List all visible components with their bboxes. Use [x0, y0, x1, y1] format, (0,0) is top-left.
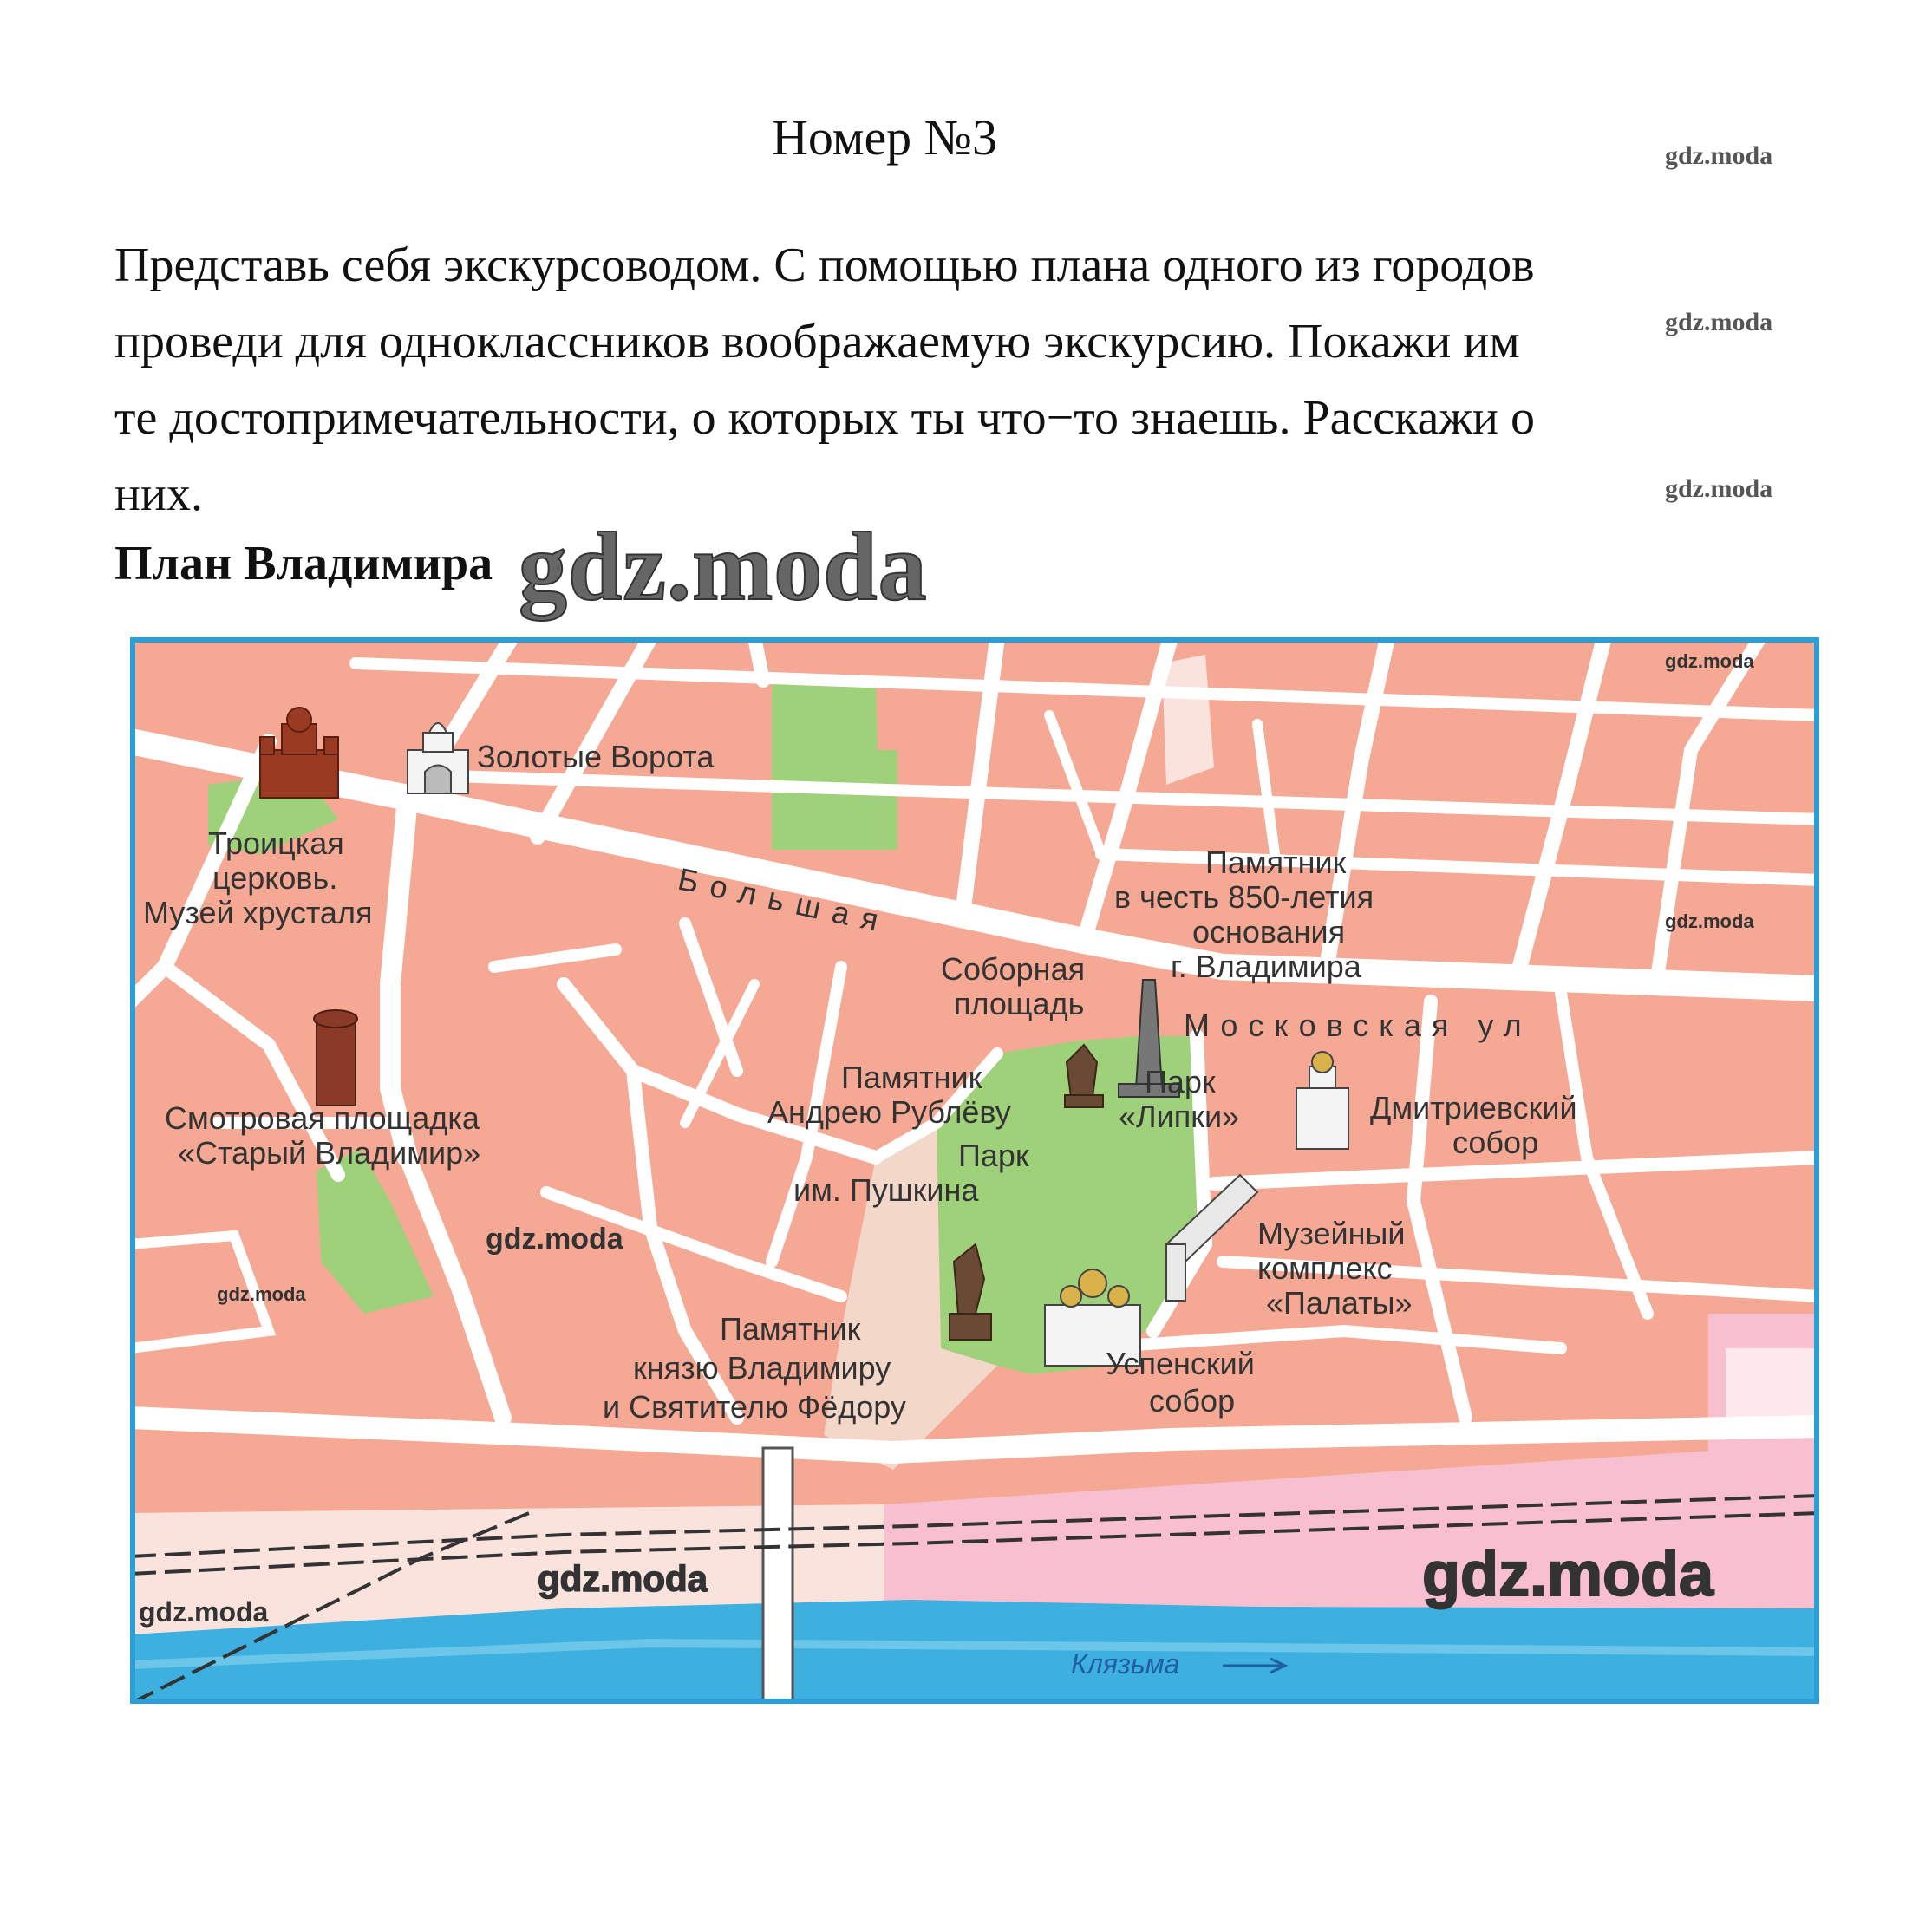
vladimir-map — [130, 637, 1819, 1704]
vladimir-monument-label: и Святителю Фёдору — [603, 1389, 906, 1425]
task-line: проведи для одноклассников воображаемую экскурсию. Покажи им — [114, 315, 1520, 369]
watermark: gdz.moda — [1665, 910, 1754, 932]
dmitrievsky-label: собор — [1452, 1125, 1539, 1160]
troitskaya-label: церковь. — [212, 860, 338, 896]
lipki-label: Парк — [1145, 1064, 1216, 1099]
watermark: gdz.moda — [1665, 474, 1773, 503]
troitskaya-label: Музей хрусталя — [143, 895, 373, 930]
watermark: gdz.moda — [1665, 650, 1754, 672]
uspensky-label: Успенский — [1106, 1346, 1255, 1381]
watermark: gdz.moda — [1665, 308, 1773, 336]
pushkin-park-label: им. Пушкина — [793, 1172, 979, 1208]
zolotye-vorota-label: Золотые Ворота — [477, 739, 715, 774]
bridge — [763, 1448, 793, 1704]
industrial-block — [1726, 1348, 1819, 1418]
pushkin-park-label: Парк — [958, 1138, 1029, 1173]
lipki-label: «Липки» — [1119, 1099, 1240, 1134]
monument850-label: г. Владимира — [1171, 949, 1361, 984]
river-label: Клязьма — [1071, 1648, 1180, 1680]
monument850-label: Памятник — [1205, 845, 1347, 880]
rublev-label: Памятник — [841, 1060, 982, 1095]
watermark: gdz.moda — [538, 1558, 708, 1599]
task-text — [114, 227, 1675, 532]
vladimir-monument-label: Памятник — [720, 1311, 861, 1347]
troitskaya-label: Троицкая — [208, 825, 344, 861]
watermark: gdz.moda — [1422, 1540, 1713, 1609]
sobornaya-label: Соборная — [941, 951, 1086, 987]
plaza — [1162, 655, 1214, 785]
monument850-label: в честь 850-летия — [1114, 879, 1374, 915]
bolshaya-street-label: Большая — [675, 860, 894, 941]
task-line: те достопримечательности, о которых ты что−то знаешь. Расскажи о — [114, 391, 1536, 445]
palaty-label: комплекс — [1257, 1250, 1393, 1286]
watermark: gdz.moda — [139, 1596, 269, 1628]
uspensky-label: собор — [1149, 1383, 1236, 1419]
task-line: Представь себя экскурсоводом. С помощью плана одного из городов — [114, 238, 1535, 292]
sobornaya-label: площадь — [954, 986, 1085, 1021]
watermark: gdz.moda — [486, 1223, 623, 1256]
exercise-title: Номер №3 — [771, 109, 998, 166]
vladimir-monument-label: князю Владимиру — [633, 1350, 891, 1386]
dmitrievsky-label: Дмитриевский — [1370, 1090, 1577, 1125]
rublev-label: Андрею Рублёву — [767, 1094, 1011, 1130]
smotrovaya-label: Смотровая площадка — [165, 1100, 480, 1136]
water-tower-icon — [314, 1010, 357, 1106]
moskovskaya-street-label: Московская ул — [1184, 1008, 1532, 1043]
watermark: gdz.moda — [519, 513, 928, 621]
watermark: gdz.moda — [1665, 141, 1773, 170]
monument850-label: основания — [1192, 914, 1346, 949]
plan-title: План Владимира — [114, 537, 493, 590]
palaty-label: «Палаты» — [1266, 1285, 1413, 1321]
task-line: них. — [114, 467, 203, 521]
palaty-label: Музейный — [1257, 1216, 1406, 1251]
smotrovaya-label: «Старый Владимир» — [178, 1135, 481, 1171]
watermark: gdz.moda — [217, 1283, 306, 1305]
